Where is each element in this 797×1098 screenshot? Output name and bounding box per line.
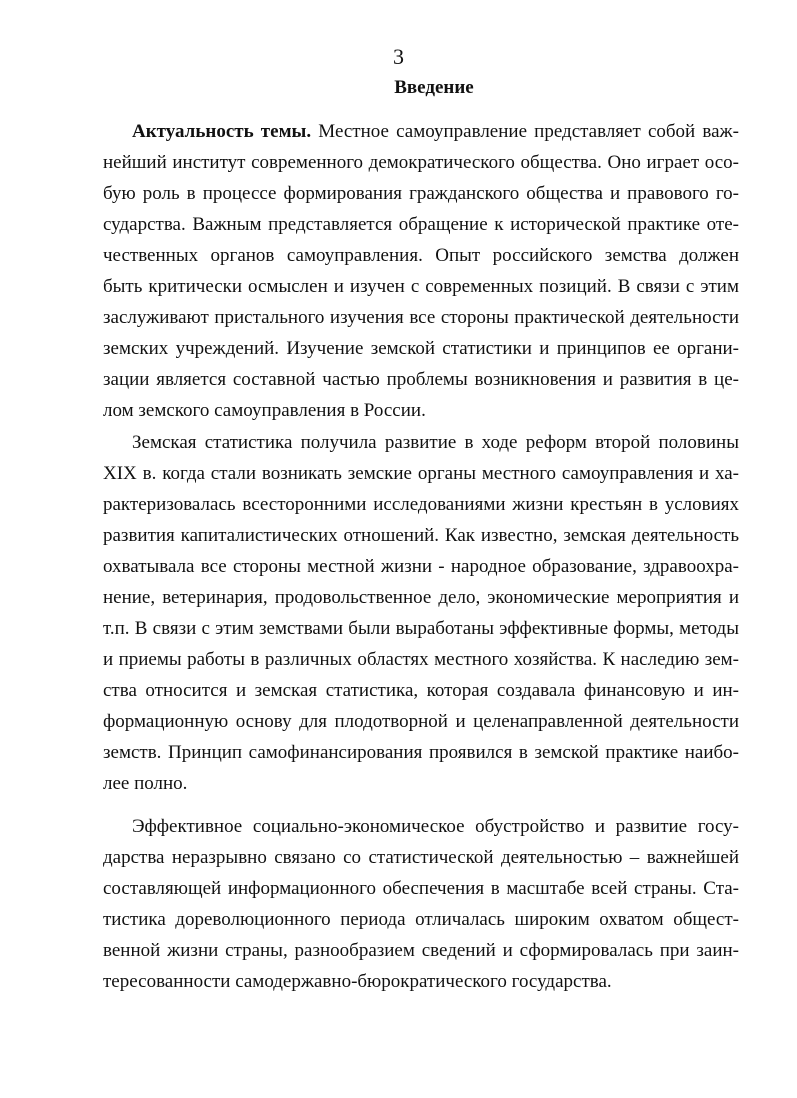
paragraph-lead: Актуальность темы. bbox=[132, 121, 312, 142]
text-line: развития капиталистических отношений. Как известно, земская деятельность bbox=[103, 525, 739, 546]
text-line: зации является составной частью проблемы возникновения и развития в це- bbox=[103, 369, 739, 390]
text-line: нение, ветеринария, продовольственное дело, экономические мероприятия и bbox=[103, 587, 739, 608]
text-line: XIX в. когда стали возникать земские органы местного самоуправления и ха- bbox=[103, 463, 739, 484]
text-line: сударства. Важным представляется обращение к исторической практике оте- bbox=[103, 214, 739, 235]
text-line: составляющей информационного обеспечения в масштабе всей страны. Ста- bbox=[103, 878, 739, 899]
text-line: бую роль в процессе формирования гражданского общества и правового го- bbox=[103, 183, 739, 204]
text-line: Эффективное социально-экономическое обустройство и развитие госу- bbox=[132, 816, 739, 837]
text-line: Земская статистика получила развитие в ходе реформ второй половины bbox=[132, 432, 739, 453]
text-line: охватывала все стороны местной жизни - народное образование, здравоохра- bbox=[103, 556, 739, 577]
text-line: и приемы работы в различных областях местного хозяйства. К наследию зем- bbox=[103, 649, 739, 670]
text-line: земств. Принцип самофинансирования проявился в земской практике наибо- bbox=[103, 742, 739, 763]
text-line: дарства неразрывно связано со статистической деятельностью – важнейшей bbox=[103, 847, 739, 868]
text-line: быть критически осмыслен и изучен с современных позиций. В связи с этим bbox=[103, 276, 739, 297]
section-heading: Введение bbox=[394, 77, 474, 98]
text-line: лом земского самоуправления в России. bbox=[103, 400, 426, 421]
text-line: тересованности самодержавно-бюрократического государства. bbox=[103, 971, 612, 992]
text-line: формационную основу для плодотворной и целенаправленной деятельности bbox=[103, 711, 739, 732]
text-line: земских учреждений. Изучение земской статистики и принципов ее органи- bbox=[103, 338, 739, 359]
text-line: заслуживают пристального изучения все стороны практической деятельности bbox=[103, 307, 739, 328]
text-line: венной жизни страны, разнообразием сведений и сформировалась при заин- bbox=[103, 940, 739, 961]
text-line: ства относится и земская статистика, которая создавала финансовую и ин- bbox=[103, 680, 739, 701]
text-line: нейший институт современного демократического общества. Оно играет осо- bbox=[103, 152, 739, 173]
text-line: чественных органов самоуправления. Опыт российского земства должен bbox=[103, 245, 739, 266]
text-line: Актуальность темы. Местное самоуправление представляет собой важ- bbox=[132, 121, 740, 142]
text-line: тистика дореволюционного периода отличалась широким охватом общест- bbox=[103, 909, 739, 930]
text-line: т.п. В связи с этим земствами были выработаны эффективные формы, методы bbox=[103, 618, 739, 639]
text-line: лее полно. bbox=[103, 773, 188, 794]
page-number: 3 bbox=[393, 44, 404, 69]
text-line: рактеризовалась всесторонними исследованиями жизни крестьян в условиях bbox=[103, 494, 739, 515]
